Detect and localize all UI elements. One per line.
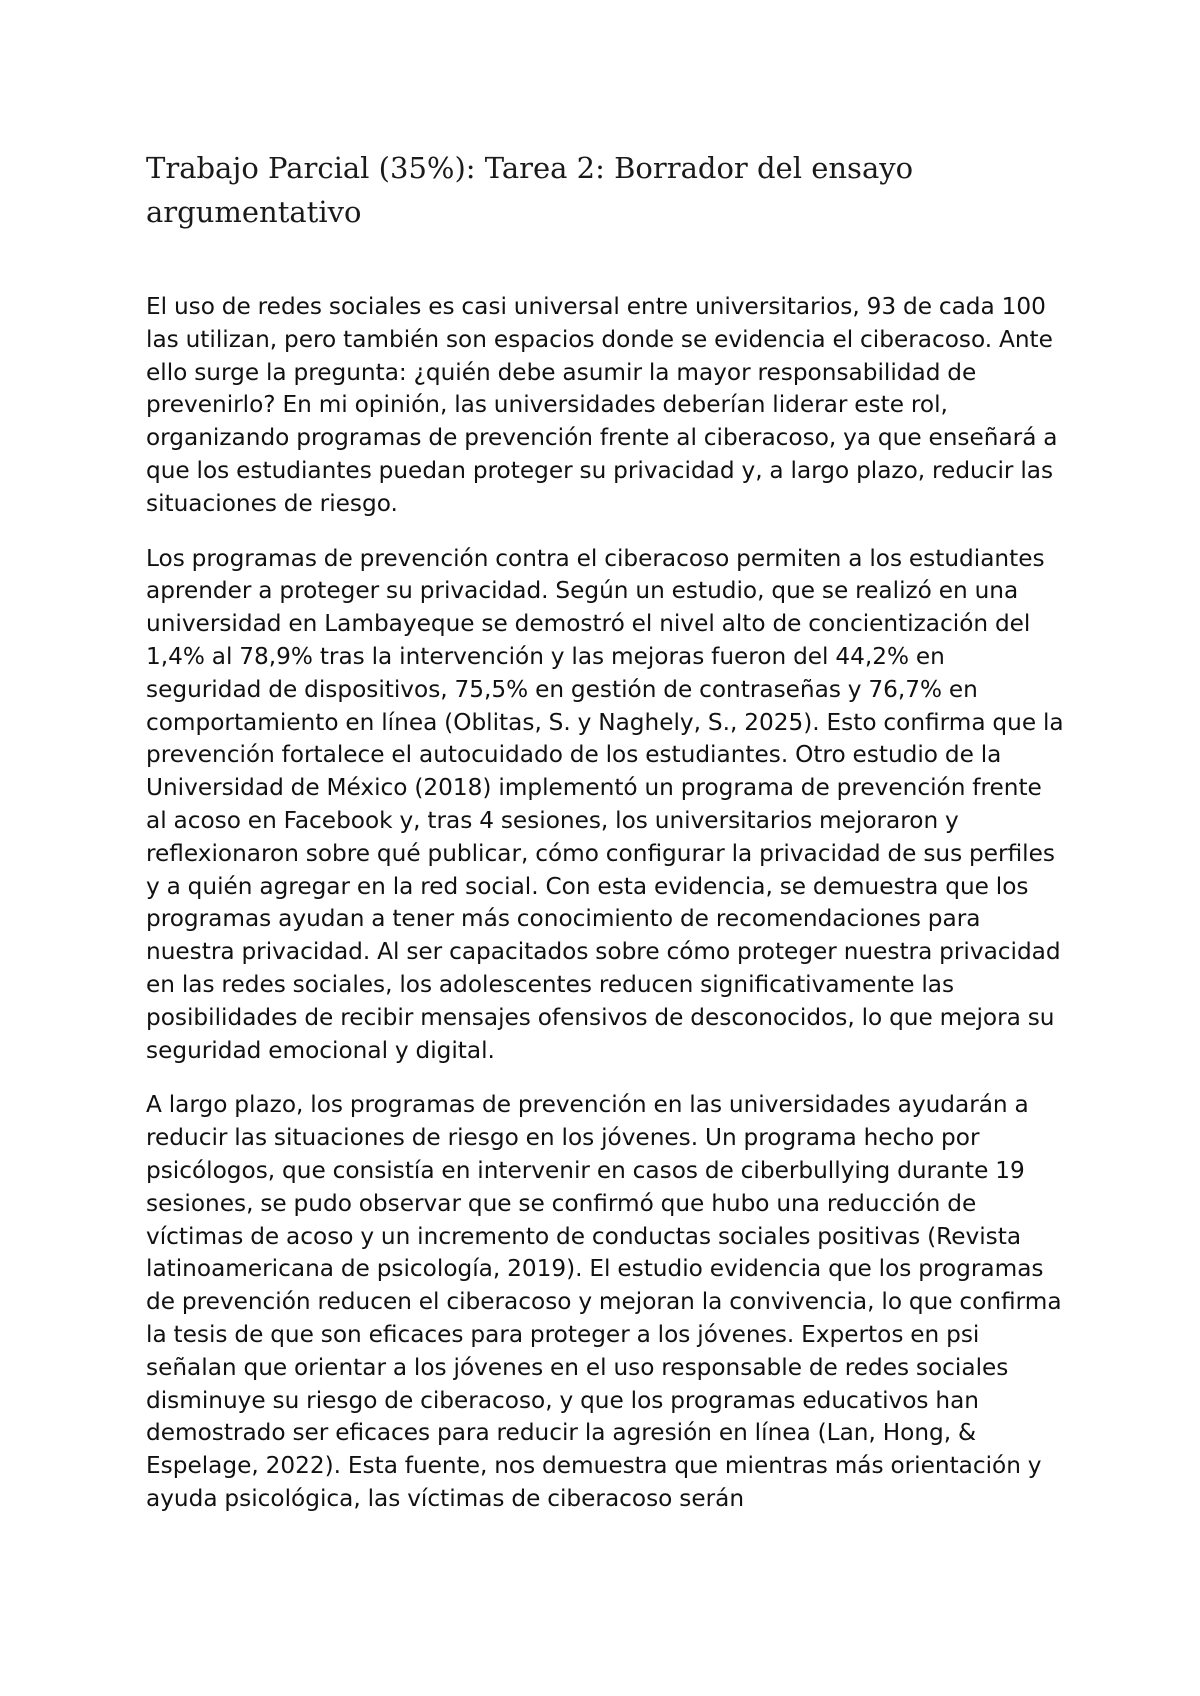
paragraph-intro: El uso de redes sociales es casi universal entre universitarios, 93 de cada 100 las utilizan, pero también son espacios donde se evidencia el ciberacoso. Ante ello surge la pregunta: ¿quién debe asumir la mayor responsabilidad de prevenirlo? En mi opinión, las universidades deberían liderar este rol, organizando programas de prevención frente al ciberacoso, ya que enseñará a que los estudiantes puedan proteger su privacidad y, a largo plazo, reducir las situaciones de riesgo.: [146, 293, 1058, 517]
paragraph-privacy-argument: Los programas de prevención contra el ciberacoso permiten a los estudiantes aprender a proteger su privacidad. Según un estudio, que se realizó en una universidad en Lambayeque se demostró el nivel alto de concientización del 1,4% al 78,9% tras la intervención y las mejoras fueron del 44,2% en seguridad de dispositivos, 75,5% en gestión de contraseñas y 76,7% en comportamiento en línea (Oblitas, S. y Naghely, S., 2025). Esto confirma que la prevención fortalece el autocuidado de los estudiantes. Otro estudio de la Universidad de México (2018) implementó un programa de prevención frente al acoso en Facebook y, tras 4 sesiones, los universitarios mejoraron y reflexionaron sobre qué publicar, cómo configurar la privacidad de sus perfiles y a quién agregar en la red social. Con esta evidencia, se demuestra que los programas ayudan a tener más conocimiento de recomendaciones para nuestra privacidad. Al ser capacitados sobre cómo proteger nuestra privacidad en las redes sociales, los adolescentes reducen significativamente las posibilidades de recibir mensajes ofensivos de desconocidos, lo que mejora su seguridad emocional y digital.: [146, 544, 1064, 1064]
document-body: [146, 146, 1066, 1538]
paragraph-risk-reduction-argument: A largo plazo, los programas de prevención en las universidades ayudarán a reducir las situaciones de riesgo en los jóvenes. Un programa hecho por psicólogos, que consistía en intervenir en casos de ciberbullying durante 19 sesiones, se pudo observar que se confirmó que hubo una reducción de víctimas de acoso y un incremento de conductas sociales positivas (Revista latinoamericana de psicología, 2019). El estudio evidencia que los programas de prevención reducen el ciberacoso y mejoran la convivencia, lo que confirma la tesis de que son eficaces para proteger a los jóvenes. Expertos en psi señalan que orientar a los jóvenes en el uso responsable de redes sociales disminuye su riesgo de ciberacoso, y que los programas educativos han demostrado ser eficaces para reducir la agresión en línea (Lan, Hong, & Espelage, 2022). Esta fuente, nos demuestra que mientras más orientación y ayuda psicológica, las víctimas de ciberacoso serán: [146, 1091, 1062, 1512]
document-title: Trabajo Parcial (35%): Tarea 2: Borrador del ensayo argumentativo: [146, 151, 914, 229]
